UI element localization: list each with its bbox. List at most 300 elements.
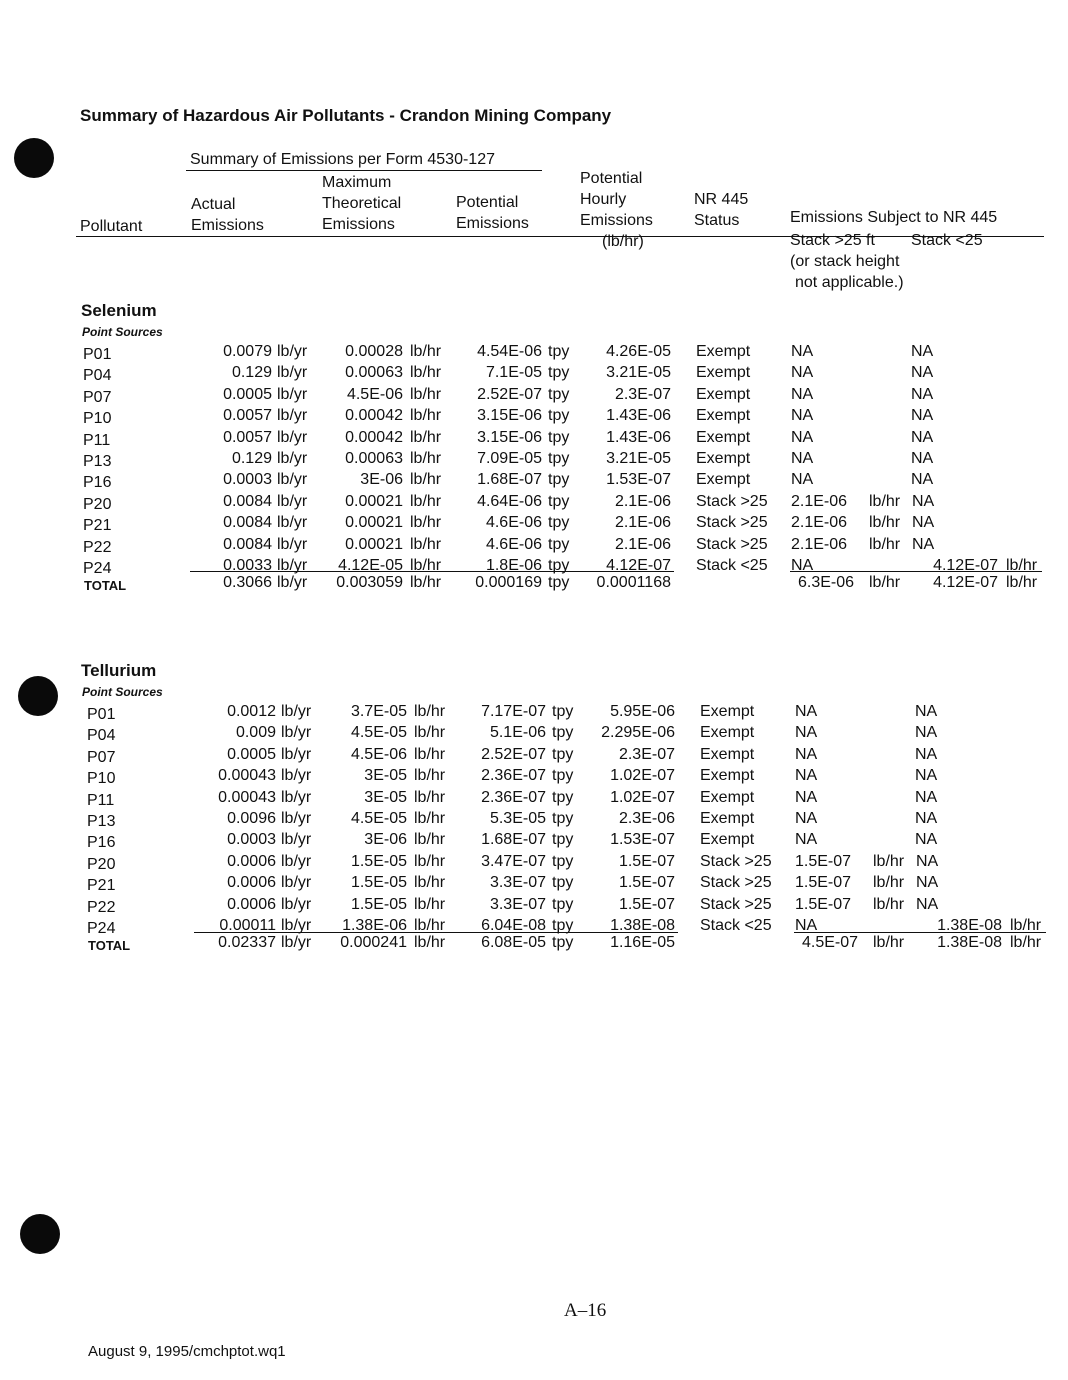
max-emissions-unit: lb/hr [410,557,442,574]
point-source-id: P21 [87,877,116,894]
max-emissions-unit: lb/hr [410,450,442,467]
max-emissions-unit: lb/hr [410,407,442,424]
potential-emissions-unit: tpy [552,746,574,763]
nr445-status: Exempt [700,789,755,806]
hourly-emissions-value: 2.1E-06 [614,514,671,531]
actual-emissions-value: 0.00043 [218,789,276,806]
stack-lt25-unit: lb/hr [1006,557,1038,574]
hourly-emissions-value: 4.12E-07 [606,557,671,574]
max-emissions-unit: lb/hr [410,429,442,446]
table-row [0,724,1068,745]
actual-emissions-value: 0.0084 [223,514,272,531]
stack-gt25-value: NA [795,703,818,720]
nr445-status: Exempt [700,810,755,827]
stack-gt25-value: 1.5E-07 [795,853,852,870]
stack-gt25-unit: lb/hr [873,874,905,891]
point-source-id: P21 [83,517,112,534]
max-emissions-value: 3E-06 [360,471,403,488]
actual-emissions-value: 0.0057 [223,407,272,424]
page-title: Summary of Hazardous Air Pollutants - Crandon Mining Company [80,106,612,125]
point-source-id: P13 [87,813,116,830]
stack-gt25-value: NA [791,407,814,424]
point-source-id: P07 [83,389,112,406]
potential-emissions-value: 7.09E-05 [477,450,542,467]
actual-emissions-unit: lb/yr [277,514,308,531]
potential-emissions-value: 3.3E-07 [489,896,546,913]
max-emissions-value: 1.38E-06 [342,917,407,934]
potential-emissions-unit: tpy [552,703,574,720]
max-emissions-value: 0.00063 [345,364,403,381]
point-source-id: P07 [87,749,116,766]
potential-emissions-value: 1.68E-07 [477,471,542,488]
stack-lt25-value: NA [915,724,938,741]
nr445-status: Exempt [700,831,755,848]
potential-emissions-value: 1.68E-07 [481,831,546,848]
max-emissions-value: 4.5E-05 [350,724,407,741]
stack-gt25-value: NA [791,450,814,467]
nr445-status: Stack >25 [700,874,772,891]
max-emissions-value: 4.5E-06 [350,746,407,763]
footer-filename: August 9, 1995/cmchptot.wq1 [88,1343,286,1360]
stack-gt25-value: NA [795,746,818,763]
actual-emissions-value: 0.129 [231,364,272,381]
header-nr445-status: NR 445 Status [694,191,749,229]
stack-gt25-unit: lb/hr [873,934,905,951]
header-subject-nr445: Emissions Subject to NR 445 [790,209,998,226]
table-row [0,703,1068,724]
table-row [0,493,1068,514]
potential-emissions-unit: tpy [552,874,574,891]
point-source-id: P11 [83,432,111,449]
actual-emissions-unit: lb/yr [281,767,312,784]
binder-hole-bottom [20,1214,60,1254]
stack-gt25-unit: lb/hr [869,536,901,553]
max-emissions-unit: lb/hr [410,343,442,360]
max-emissions-value: 1.5E-05 [350,896,407,913]
potential-emissions-unit: tpy [552,896,574,913]
max-emissions-unit: lb/hr [414,767,446,784]
actual-emissions-unit: lb/yr [281,703,312,720]
hourly-emissions-value: 1.38E-08 [610,917,675,934]
stack-gt25-value: NA [791,471,814,488]
section-subtitle: Point Sources [82,685,163,699]
actual-emissions-unit: lb/yr [277,429,308,446]
stack-gt25-value: 4.5E-07 [802,934,859,951]
stack-gt25-value: 6.3E-06 [798,574,855,591]
stack-gt25-value: NA [795,810,818,827]
header-actual: Actual Emissions [191,196,264,234]
stack-gt25-unit: lb/hr [869,574,901,591]
hourly-emissions-value: 1.53E-07 [606,471,671,488]
hourly-emissions-value: 1.16E-05 [610,934,675,951]
actual-emissions-value: 0.0084 [223,536,272,553]
hourly-emissions-value: 2.295E-06 [601,724,675,741]
potential-emissions-unit: tpy [552,934,574,951]
table-row [0,471,1068,492]
header-stack-note: (or stack height not applicable.) [790,253,904,291]
hourly-emissions-value: 2.1E-06 [614,493,671,510]
actual-emissions-unit: lb/yr [277,343,308,360]
max-emissions-value: 0.00042 [345,407,403,424]
hourly-emissions-value: 1.5E-07 [618,853,675,870]
hourly-emissions-value: 1.53E-07 [610,831,675,848]
table-row [0,536,1068,557]
max-emissions-unit: lb/hr [414,703,446,720]
actual-emissions-value: 0.0003 [223,471,272,488]
stack-gt25-value: NA [795,917,818,934]
table-row [0,364,1068,385]
potential-emissions-value: 3.15E-06 [477,407,542,424]
max-emissions-value: 0.000241 [340,934,407,951]
total-rule-nr445 [794,932,1046,933]
nr445-status: Exempt [700,703,755,720]
max-emissions-unit: lb/hr [410,574,442,591]
max-emissions-value: 3.7E-05 [350,703,407,720]
nr445-status: Exempt [696,343,751,360]
potential-emissions-value: 7.1E-05 [485,364,542,381]
binder-hole-top [14,138,54,178]
table-row [0,853,1068,874]
total-rule-nr445 [790,571,1042,572]
potential-emissions-value: 5.1E-06 [489,724,546,741]
point-source-id: P10 [87,770,116,787]
max-emissions-unit: lb/hr [414,831,446,848]
potential-emissions-unit: tpy [548,514,570,531]
potential-emissions-unit: tpy [552,853,574,870]
potential-emissions-value: 2.36E-07 [481,767,546,784]
potential-emissions-unit: tpy [552,917,574,934]
actual-emissions-unit: lb/yr [277,493,308,510]
actual-emissions-unit: lb/yr [281,746,312,763]
stack-gt25-unit: lb/hr [873,853,905,870]
stack-lt25-value: NA [911,450,934,467]
nr445-status: Exempt [700,746,755,763]
table-row [0,831,1068,852]
hourly-emissions-value: 1.43E-06 [606,429,671,446]
total-row [0,574,1068,595]
hourly-emissions-value: 2.3E-07 [618,746,675,763]
stack-gt25-value: 2.1E-06 [791,514,848,531]
potential-emissions-value: 2.52E-07 [477,386,542,403]
point-source-id: P01 [87,706,116,723]
header-pollutant: Pollutant [80,218,143,235]
max-emissions-value: 0.00028 [345,343,403,360]
max-emissions-unit: lb/hr [414,810,446,827]
potential-emissions-value: 0.000169 [475,574,542,591]
potential-emissions-value: 7.17E-07 [481,703,546,720]
stack-lt25-value: NA [916,874,939,891]
actual-emissions-value: 0.0033 [223,557,272,574]
stack-gt25-unit: lb/hr [873,896,905,913]
actual-emissions-value: 0.02337 [218,934,276,951]
point-source-id: P16 [83,474,112,491]
table-row [0,767,1068,788]
stack-lt25-value: NA [912,536,935,553]
potential-emissions-unit: tpy [552,789,574,806]
potential-emissions-unit: tpy [548,536,570,553]
max-emissions-unit: lb/hr [410,493,442,510]
stack-gt25-value: 2.1E-06 [791,493,848,510]
stack-gt25-value: 1.5E-07 [795,896,852,913]
stack-gt25-unit: lb/hr [869,514,901,531]
actual-emissions-value: 0.0012 [227,703,276,720]
actual-emissions-unit: lb/yr [277,536,308,553]
table-row [0,343,1068,364]
point-source-id: P01 [83,346,112,363]
table-row [0,896,1068,917]
hourly-emissions-value: 1.02E-07 [610,789,675,806]
max-emissions-unit: lb/hr [414,934,446,951]
actual-emissions-unit: lb/yr [281,724,312,741]
max-emissions-unit: lb/hr [414,724,446,741]
stack-lt25-value: NA [911,471,934,488]
hourly-emissions-value: 0.0001168 [596,574,671,591]
actual-emissions-unit: lb/yr [277,574,308,591]
stack-lt25-unit: lb/hr [1006,574,1038,591]
potential-emissions-unit: tpy [548,429,570,446]
stack-lt25-value: NA [911,343,934,360]
stack-gt25-value: NA [795,831,818,848]
potential-emissions-unit: tpy [548,493,570,510]
max-emissions-unit: lb/hr [414,853,446,870]
total-label: TOTAL [84,578,127,593]
nr445-status: Exempt [696,429,751,446]
point-source-id: P10 [83,410,112,427]
actual-emissions-unit: lb/yr [281,874,312,891]
actual-emissions-value: 0.0005 [223,386,272,403]
stack-lt25-value: NA [916,896,939,913]
actual-emissions-value: 0.129 [231,450,272,467]
hourly-emissions-value: 1.02E-07 [610,767,675,784]
potential-emissions-value: 3.15E-06 [477,429,542,446]
potential-emissions-value: 5.3E-05 [489,810,546,827]
max-emissions-value: 0.00063 [345,450,403,467]
stack-gt25-value: NA [795,724,818,741]
stack-lt25-value: NA [915,767,938,784]
stack-lt25-value: NA [911,407,934,424]
point-source-id: P11 [87,792,115,809]
stack-gt25-value: 1.5E-07 [795,874,852,891]
actual-emissions-unit: lb/yr [281,789,312,806]
stack-gt25-value: NA [791,343,814,360]
max-emissions-value: 0.00021 [345,493,403,510]
stack-gt25-unit: lb/hr [869,493,901,510]
nr445-status: Exempt [696,407,751,424]
actual-emissions-value: 0.0079 [223,343,272,360]
nr445-status: Stack >25 [696,493,768,510]
nr445-status: Stack <25 [700,917,772,934]
potential-emissions-unit: tpy [552,724,574,741]
nr445-status: Stack >25 [700,896,772,913]
actual-emissions-value: 0.0084 [223,493,272,510]
actual-emissions-value: 0.0057 [223,429,272,446]
total-row [0,934,1068,955]
nr445-status: Stack <25 [696,557,768,574]
actual-emissions-unit: lb/yr [281,853,312,870]
hourly-emissions-value: 1.5E-07 [618,874,675,891]
max-emissions-unit: lb/hr [410,364,442,381]
stack-gt25-value: NA [795,789,818,806]
max-emissions-value: 0.003059 [336,574,403,591]
potential-emissions-value: 3.3E-07 [489,874,546,891]
section-subtitle: Point Sources [82,325,163,339]
total-label: TOTAL [88,938,131,953]
potential-emissions-unit: tpy [548,407,570,424]
actual-emissions-unit: lb/yr [277,364,308,381]
header-stack-lt25: Stack <25 [911,232,983,249]
potential-emissions-value: 2.52E-07 [481,746,546,763]
nr445-status: Exempt [696,364,751,381]
potential-emissions-unit: tpy [548,364,570,381]
point-source-id: P20 [83,496,112,513]
max-emissions-unit: lb/hr [414,746,446,763]
stack-lt25-value: NA [915,703,938,720]
potential-emissions-unit: tpy [548,557,570,574]
potential-emissions-unit: tpy [552,810,574,827]
point-source-id: P16 [87,834,116,851]
stack-lt25-value: NA [911,429,934,446]
max-emissions-value: 4.5E-05 [350,810,407,827]
stack-gt25-value: NA [791,557,814,574]
stack-gt25-value: NA [791,429,814,446]
max-emissions-unit: lb/hr [410,471,442,488]
stack-lt25-value: NA [915,746,938,763]
actual-emissions-unit: lb/yr [281,810,312,827]
max-emissions-unit: lb/hr [410,386,442,403]
potential-emissions-unit: tpy [548,343,570,360]
point-source-id: P04 [83,367,112,384]
point-source-id: P22 [83,539,112,556]
potential-emissions-value: 3.47E-07 [481,853,546,870]
hourly-emissions-value: 3.21E-05 [606,364,671,381]
hourly-emissions-value: 2.3E-06 [618,810,675,827]
stack-lt25-value: 1.38E-08 [937,934,1002,951]
max-emissions-value: 0.00021 [345,536,403,553]
potential-emissions-unit: tpy [548,471,570,488]
stack-lt25-unit: lb/hr [1010,934,1042,951]
section-title: Tellurium [81,661,157,680]
table-row [0,407,1068,428]
actual-emissions-value: 0.3066 [223,574,272,591]
stack-lt25-value: NA [915,831,938,848]
max-emissions-value: 0.00021 [345,514,403,531]
table-row [0,450,1068,471]
nr445-status: Stack >25 [696,536,768,553]
actual-emissions-value: 0.00043 [218,767,276,784]
actual-emissions-value: 0.0006 [227,896,276,913]
actual-emissions-value: 0.0003 [227,831,276,848]
point-source-id: P24 [87,920,116,937]
point-source-id: P20 [87,856,116,873]
max-emissions-value: 3E-05 [364,789,407,806]
nr445-status: Exempt [696,450,751,467]
point-source-id: P22 [87,899,116,916]
stack-lt25-unit: lb/hr [1010,917,1042,934]
table-row [0,429,1068,450]
max-emissions-value: 4.12E-05 [338,557,403,574]
emissions-group-header: Summary of Emissions per Form 4530-127 [186,149,542,171]
stack-lt25-value: NA [916,853,939,870]
nr445-status: Exempt [696,471,751,488]
max-emissions-value: 4.5E-06 [346,386,403,403]
actual-emissions-unit: lb/yr [277,450,308,467]
potential-emissions-unit: tpy [548,386,570,403]
actual-emissions-unit: lb/yr [277,471,308,488]
potential-emissions-value: 1.8E-06 [485,557,542,574]
section-title: Selenium [81,301,157,320]
stack-gt25-value: NA [791,364,814,381]
table-row [0,789,1068,810]
header-hourly: Potential Hourly Emissions (lb/hr) [580,170,653,250]
max-emissions-value: 1.5E-05 [350,853,407,870]
max-emissions-value: 0.00042 [345,429,403,446]
potential-emissions-unit: tpy [548,574,570,591]
stack-gt25-value: NA [791,386,814,403]
actual-emissions-value: 0.0006 [227,853,276,870]
max-emissions-unit: lb/hr [414,789,446,806]
stack-lt25-value: NA [911,386,934,403]
actual-emissions-value: 0.009 [235,724,276,741]
max-emissions-value: 3E-05 [364,767,407,784]
nr445-status: Exempt [700,767,755,784]
header-potential: Potential Emissions [456,194,529,232]
hourly-emissions-value: 5.95E-06 [610,703,675,720]
hourly-emissions-value: 3.21E-05 [606,450,671,467]
potential-emissions-value: 4.54E-06 [477,343,542,360]
potential-emissions-value: 4.64E-06 [477,493,542,510]
nr445-status: Exempt [700,724,755,741]
table-row [0,514,1068,535]
actual-emissions-unit: lb/yr [277,557,308,574]
actual-emissions-unit: lb/yr [281,934,312,951]
point-source-id: P24 [83,560,112,577]
stack-lt25-value: NA [912,493,935,510]
point-source-id: P04 [87,727,116,744]
header-rule [76,236,1044,237]
page-number: A–16 [564,1300,607,1321]
potential-emissions-value: 6.04E-08 [481,917,546,934]
actual-emissions-unit: lb/yr [281,831,312,848]
nr445-status: Stack >25 [696,514,768,531]
hourly-emissions-value: 4.26E-05 [606,343,671,360]
actual-emissions-value: 0.0096 [227,810,276,827]
actual-emissions-value: 0.0005 [227,746,276,763]
table-row [0,810,1068,831]
potential-emissions-value: 2.36E-07 [481,789,546,806]
table-row [0,874,1068,895]
potential-emissions-unit: tpy [552,831,574,848]
max-emissions-unit: lb/hr [410,514,442,531]
table-row [0,386,1068,407]
point-source-id: P13 [83,453,112,470]
stack-lt25-value: NA [915,789,938,806]
max-emissions-value: 1.5E-05 [350,874,407,891]
stack-lt25-value: 1.38E-08 [937,917,1002,934]
total-rule [190,571,674,572]
actual-emissions-value: 0.0006 [227,874,276,891]
nr445-status: Stack >25 [700,853,772,870]
hourly-emissions-value: 1.5E-07 [618,896,675,913]
total-rule [194,932,678,933]
actual-emissions-unit: lb/yr [281,917,312,934]
stack-lt25-value: NA [915,810,938,827]
max-emissions-value: 3E-06 [364,831,407,848]
stack-lt25-value: NA [911,364,934,381]
potential-emissions-unit: tpy [552,767,574,784]
potential-emissions-value: 4.6E-06 [485,514,542,531]
nr445-status: Exempt [696,386,751,403]
stack-gt25-value: NA [795,767,818,784]
